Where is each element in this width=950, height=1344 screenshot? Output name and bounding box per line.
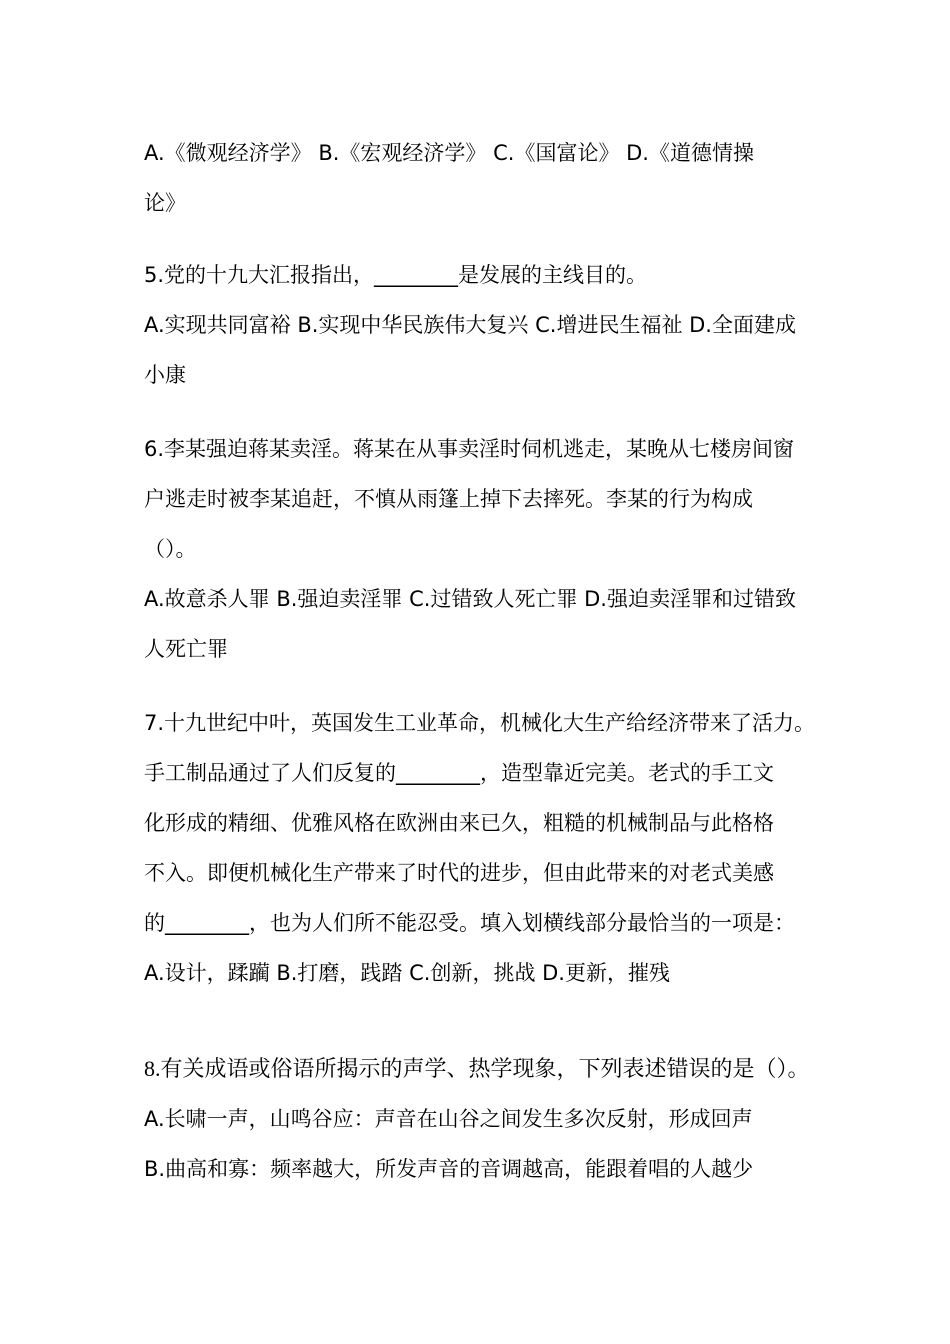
q7-stem-line-1: 7.十九世纪中叶，英国发生工业革命，机械化大生产给经济带来了活力。 xyxy=(144,711,816,735)
question-6 xyxy=(144,424,824,674)
q7-stem-line-3: 化形成的精细、优雅风格在欧洲由来已久，粗糙的机械制品与此格格 xyxy=(144,811,774,835)
q5-options-line-1: A.实现共同富裕 B.实现中华民族伟大复兴 C.增进民生福祉 D.全面建成 xyxy=(144,313,796,337)
q6-stem-line-2: 户逃走时被李某追赶，不慎从雨篷上掉下去摔死。李某的行为构成 xyxy=(144,487,753,511)
q7-options: A.设计，蹂躏 B.打磨，践踏 C.创新，挑战 D.更新，摧残 xyxy=(144,961,670,985)
q8-option-a: A.长啸一声，山鸣谷应：声音在山谷之间发生多次反射，形成回声 xyxy=(144,1107,753,1131)
question-8 xyxy=(144,1044,824,1194)
document-body xyxy=(144,128,824,1194)
q5-options-line-2: 小康 xyxy=(144,363,186,387)
q8-stem: 8.有关成语或俗语所揭示的声学、热学现象，下列表述错误的是（）。 xyxy=(144,1056,810,1081)
q7-stem-line-2: 手工制品通过了人们反复的________，造型靠近完美。老式的手工文 xyxy=(144,761,774,785)
q7-stem-line-4: 不入。即便机械化生产带来了时代的进步，但由此带来的对老式美感 xyxy=(144,861,774,885)
question-7 xyxy=(144,698,824,998)
question-4-options xyxy=(144,128,824,228)
question-5 xyxy=(144,250,824,400)
q8-option-b: B.曲高和寡：频率越大，所发声音的音调越高，能跟着唱的人越少 xyxy=(144,1157,754,1181)
q7-stem-line-5: 的________，也为人们所不能忍受。填入划横线部分最恰当的一项是： xyxy=(144,911,795,935)
q5-stem: 5.党的十九大汇报指出，________是发展的主线目的。 xyxy=(144,263,648,287)
q6-stem-line-1: 6.李某强迫蒋某卖淫。蒋某在从事卖淫时伺机逃走，某晚从七楼房间窗 xyxy=(144,437,795,461)
q4-options-line-2: 论》 xyxy=(144,191,186,215)
q4-options-line-1: A.《微观经济学》 B.《宏观经济学》 C.《国富论》 D.《道德情操 xyxy=(144,141,754,165)
q6-options-line-1: A.故意杀人罪 B.强迫卖淫罪 C.过错致人死亡罪 D.强迫卖淫罪和过错致 xyxy=(144,587,796,611)
q6-stem-line-3: （）。 xyxy=(144,537,197,561)
q6-options-line-2: 人死亡罪 xyxy=(144,637,228,661)
